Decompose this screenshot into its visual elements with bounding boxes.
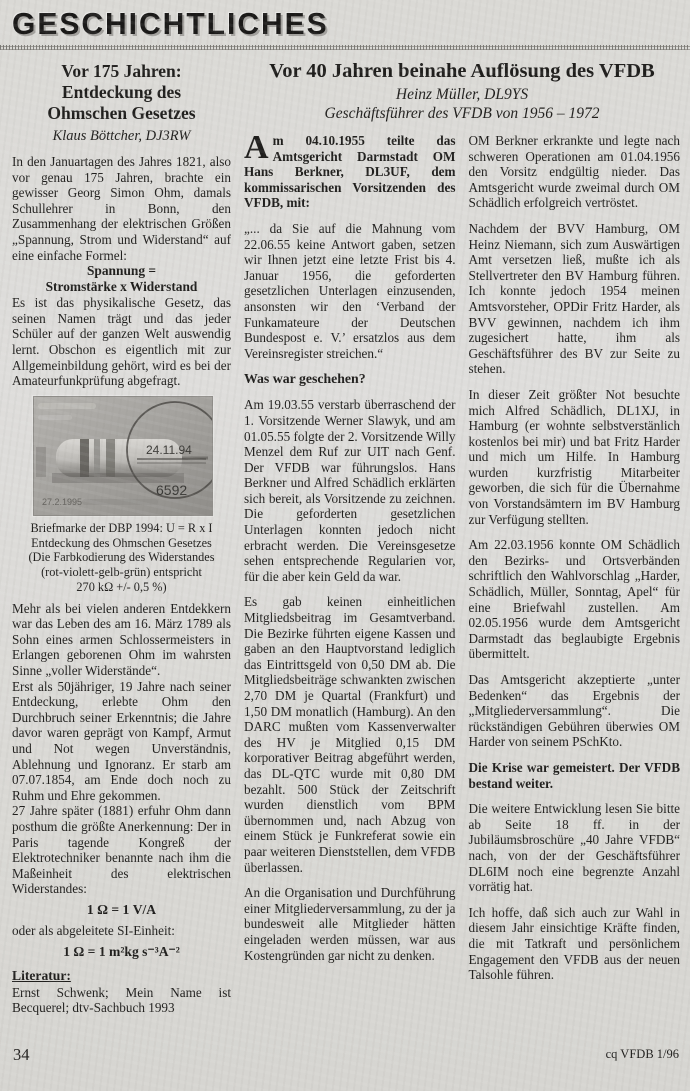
paragraph: Nachdem der BVV Hamburg, OM Heinz Niemann, sich zum Auswärtigen Amt versetzen ließ, mußte ich als Stellvertreter den BV Hamburg führen. Ich konnte jedoch 1954 meinen Amtsvorsteher, OPDir Fritz Harder, als BVV gewinnen, nachdem ich ihm zugesichert hatte, ihm als Geschäftsführer des BV zur Seite zu stehen.	[468, 220, 680, 377]
resistor-band	[106, 439, 115, 477]
main-article-author-role: Geschäftsführer des VFDB von 1956 – 1972	[324, 105, 600, 122]
paragraph: In dieser Zeit größter Not besuchte mich Alfred Schädlich, DL1XJ, in Hamburg (er wohnte selbstverstänlich kostenlos bei mir) und bat Fritz Harder und mich um Hilfe. In Hamburg wurden kurzfristig Mitarbeiter geworben, die sich für die Übernahme von Vorstandsämtern im BV Hamburg zur Verfügung stellten.	[468, 386, 680, 527]
literature-reference: Ernst Schwenk; Mein Name ist Becquerel; dtv-Sachbuch 1993	[12, 984, 231, 1016]
main-article-author: Heinz Müller, DL9YS	[395, 86, 529, 103]
paragraph: Erst als 50jähriger, 19 Jahre nach seiner Entdeckung, erlebte Ohm den Durchbruch seiner Erkenntnis; die Jahre davor waren geprägt von Kampf, Armut und Not wegen Unverständnis, Ablehnung und Ignoranz. Er starb am 07.07.1854, am Ende doch noch zu Ruhm und Ehre gekommen.	[12, 678, 231, 803]
paragraph: Ich hoffe, daß sich auch zur Wahl in diesem Jahr einsichtige Kräfte finden, die mit Tatkraft und persönlichem Engagement den VFDB aus der neuen Talsohle führen.	[468, 904, 680, 983]
literature-heading: Literatur:	[12, 967, 71, 983]
left-article	[12, 57, 231, 1032]
postmark-date: 24.11.94	[145, 442, 192, 457]
postmark-number: 6592	[155, 481, 187, 498]
left-article-author: Klaus Böttcher, DJ3RW	[52, 128, 191, 144]
stamp-caption-line: (rot-violett-gelb-grün) entspricht	[41, 565, 202, 580]
section-title: GESCHICHTLICHES	[12, 7, 329, 42]
paragraph: Das Amtsgericht akzeptierte „unter Bedenken“ das Ergebnis der „Mitgliederversammlung“. Die rückständigen Gebühren überwies OM Harder von seinem PSchKto.	[468, 672, 680, 750]
resistor-band	[94, 439, 100, 477]
page-columns	[12, 57, 680, 1032]
si-unit-formula: 1 Ω = 1 m²kg s⁻³A⁻²	[63, 943, 180, 959]
main-article-title: Vor 40 Jahren beinahe Auflösung des VFDB	[269, 60, 655, 82]
paragraph: In den Januartagen des Jahres 1821, also vor genau 175 Jahren, brachte ein gewisser Georg Simon Ohm, damals Schullehrer in Bonn, den Zusammenhang der elektrischen Größen „Spannung, Strom und Widerstand“ auf eine einfache Formel:	[12, 154, 231, 263]
stamp-image	[33, 396, 213, 516]
lead-paragraph	[244, 129, 456, 211]
paragraph: OM Berkner erkrankte und legte nach schweren Operationen am 01.04.1956 den Vorsitz endgültig nieder. Das Amtsgericht wurde zweimal durch OM Schädlich erfolgreich vertröstet.	[468, 133, 680, 211]
paragraph: An die Organisation und Durchführung einer Mitgliederversammlung, zu der ja bundesweit alle Mitglieder hätten eingeladen werden müssen, war aus Kostengründen gar nicht zu denken.	[244, 885, 456, 963]
main-article-column-1	[244, 129, 456, 993]
paragraph: Es ist das physikalische Gesetz, das seinen Namen trägt und das jeder Schüler auf der ganzen Welt auswendig lernt. Obschon es eigentlich mit zur Allgemeinbildung gehört, wird es bei der Amateurfunkprüfung abgefragt.	[12, 295, 231, 389]
stamp-caption-line: Entdeckung des Ohmschen Gesetzes	[31, 535, 212, 550]
paragraph: Es gab keinen einheitlichen Mitgliedsbeitrag im Gesamtverband. Die Bezirke führten eigene Kassen und gaben an den Hauptvorstand lediglich das Eintrittsgeld von 0,50 DM ab. Die Mitgliedsbeiträge schwankten zwischen 2,70 DM je Quartal (Frankfurt) und 1,50 DM monatlich (Hamburg). An den DARC mußten vom Kassenverwalter des HV je Mitglied 0,15 DM korporativer Beitrag abgeführt werden, das DL-QTC wurde mit 0,80 DM bezahlt. 500 Stück der Zeitschrift wurden dienstlich vom BPM übernommen und, nach Abzug von einem Stück je Funkreferat sowie ein paar weiteren Dienststellen, dem VFDB überlassen.	[244, 594, 456, 875]
stamp-bottom-date: 27.2.1995	[41, 496, 82, 507]
stamp-edge-shadow	[36, 447, 46, 477]
left-article-title-line: Ohmschen Gesetzes	[47, 103, 196, 123]
dropcap: A	[244, 129, 269, 166]
lead-text: m 04.10.1955 teilte das Amtsgericht Darmstadt OM Hans Berkner, DL3UF, dem kommissarischen Vorsitzenden des VFDB, mit:	[244, 133, 456, 211]
main-article	[244, 57, 680, 1032]
stamp-script-smudge	[38, 415, 72, 420]
crisis-statement: Die Krise war gemeistert. Der VFDB bestand weiter.	[468, 759, 680, 791]
section-divider	[0, 45, 690, 50]
paragraph: Am 22.03.1956 konnte OM Schädlich den Bezirks- und Ortsverbänden schriftlich den Wahlvorschlag „Harder, Schädlich, Müller, Sonntag, Apel“ für eine Briefwahl zustellen. Am 02.05.1956 wurde dem Amtsgericht Darmstadt das beglaubigte Ergebnis übermittelt.	[468, 537, 680, 662]
issue-footer: cq VFDB 1/96	[605, 1047, 679, 1061]
paragraph: Die weitere Entwicklung lesen Sie bitte ab Seite 18 ff. in der Jubiläumsbroschüre „40 Jahre VFDB“ nach, von der der Geschäftsführer DL6IM noch eine begrenzte Anzahl vorrätig hat.	[468, 801, 680, 895]
paragraph: 27 Jahre später (1881) erfuhr Ohm dann posthum die größte Anerkennung: Der in Paris tagende Kongreß der Elektrotechniker benannte nach ihm die Maßeinheit des elektrischen Widerstandes:	[12, 803, 231, 897]
quoted-letter: „... da Sie auf die Mahnung vom 22.06.55 keine Antwort gaben, setzen wir Ihnen jetzt eine letzte Frist bis 4. Januar 1956, die geforderten gesetzlichen Unterlagen einzusenden, ansonsten wir den ‘Verband der Funkamateure der Deutschen Bundespost e. V.’ ersatzlos aus dem Vereinsregister streichen.“	[244, 220, 456, 361]
paragraph: Am 19.03.55 verstarb überraschend der 1. Vorsitzende Werner Slawyk, und am 01.05.55 folgte der 2. Vorsitzende Willy Menzel dem Ruf zur UIT nach Genf. Der VFDB war führungslos. Hans Berkner und Alfred Schädlich erklärten sich bereit, als Vorsitzende zu zeichnen. Die geforderten gesetzlichen Unterlagen konnten jedoch nicht erbracht werden. Die Vereinsgesetze sehen entsprechende Regularien vor, für die aber kein Geld da war.	[244, 397, 456, 584]
stamp-script-smudge	[38, 403, 96, 409]
left-article-title	[12, 61, 231, 124]
paragraph: Mehr als bei vielen anderen Entdekkern war das Leben des am 16. März 1789 als Sohn eines armen Schlossermeisters in Erlangen geborenen Ohm im wahrsten Sinne „voller Widerstände“.	[12, 600, 231, 679]
main-article-header	[248, 59, 676, 123]
resistor-band	[80, 439, 89, 477]
ohm-unit-formula: 1 Ω = 1 V/A	[86, 901, 157, 917]
ohms-law-line: Spannung =	[86, 263, 157, 279]
left-article-title-line: Vor 175 Jahren:	[61, 61, 182, 81]
si-unit-intro: oder als abgeleitete SI-Einheit:	[12, 922, 175, 938]
main-article-column-2	[469, 133, 681, 993]
stamp-caption-line: Briefmarke der DBP 1994: U = R x I	[30, 520, 213, 535]
main-article-columns	[244, 129, 680, 993]
stamp-figure	[33, 396, 211, 516]
stamp-caption-line: 270 kΩ +/- 0,5 %)	[76, 579, 167, 594]
left-article-title-line: Entdeckung des	[61, 82, 182, 102]
page-number: 34	[13, 1045, 30, 1064]
stamp-caption-line: (Die Farbkodierung des Widerstandes	[28, 550, 215, 565]
stamp-caption	[14, 521, 229, 595]
stamp-microtext-smudge	[82, 499, 158, 505]
ohms-law-line: Stromstärke x Widerstand	[45, 279, 198, 295]
subheading: Was war geschehen?	[244, 371, 366, 387]
